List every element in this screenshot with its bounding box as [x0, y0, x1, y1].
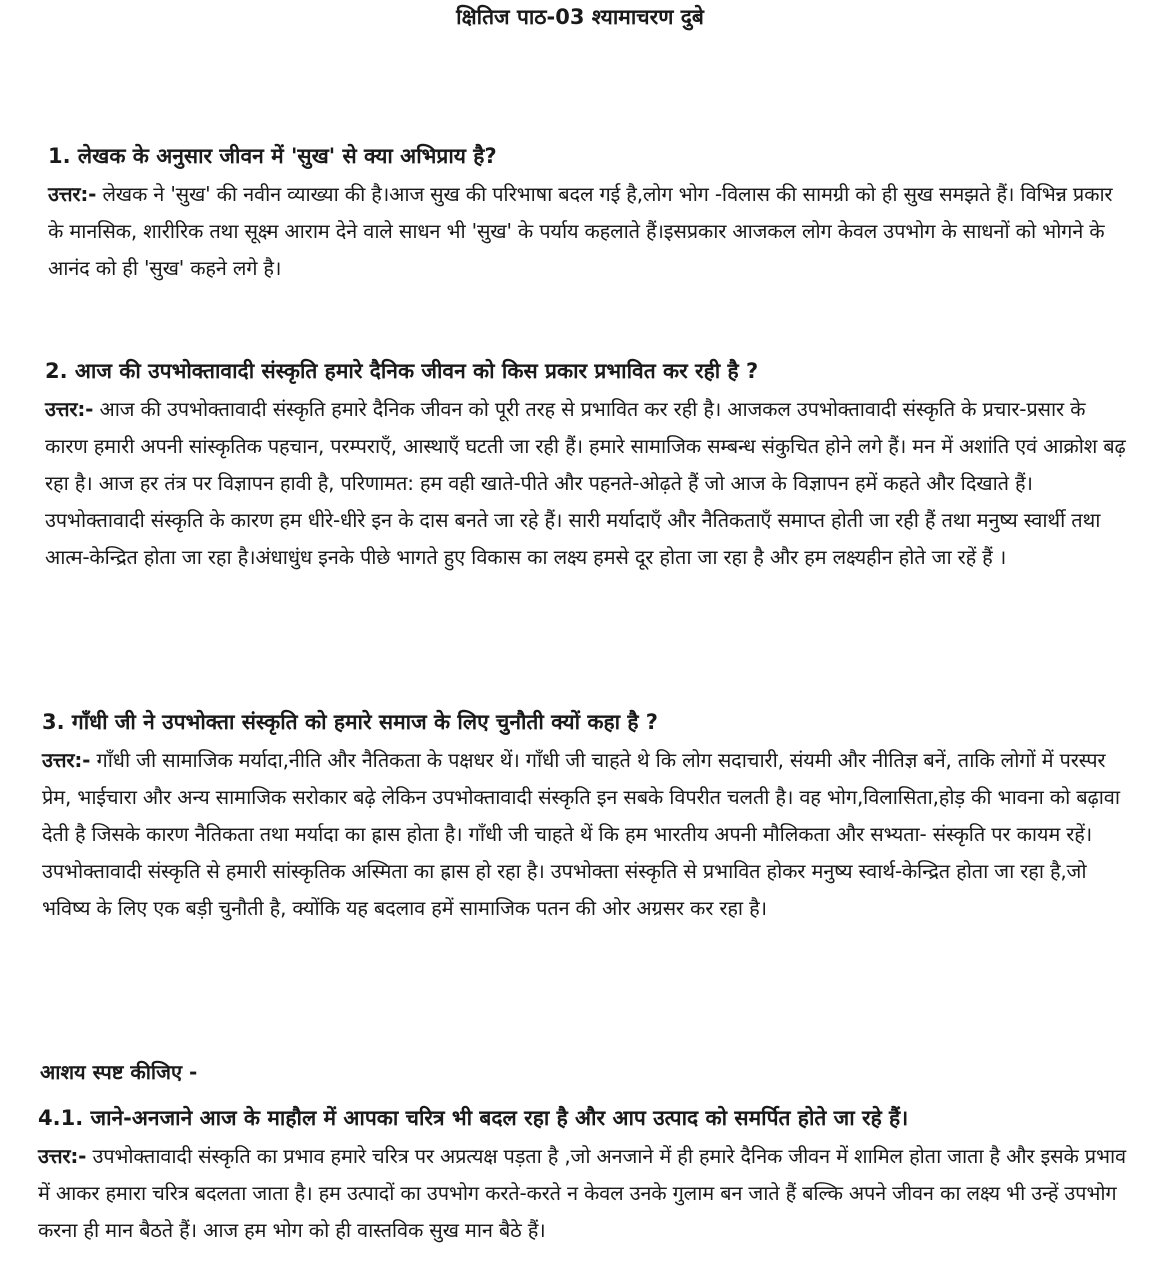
answer-label: उत्तर:-: [42, 748, 91, 772]
answer-4-1: [0, 1138, 1160, 1249]
answer-label: उत्तर:-: [38, 1144, 87, 1168]
answer-text: गाँधी जी सामाजिक मर्यादा,नीति और नैतिकता के पक्षधर थें। गाँधी जी चाहते थे कि लोग सदाचारी, संयमी और नीतिज्ञ बनें, ताकि लोगों में परस्पर प्रेम, भाईचारा और अन्य सामाजिक सरोकार बढ़े लेकिन उपभोक्तावादी संस्कृति इन सबके विपरीत चलती है। वह भोग,विलासिता,होड़ की भावना को बढ़ावा देती है जिसके कारण नैतिकता तथा मर्यादा का ह्रास होता है। गाँधी जी चाहते थें कि हम भारतीय अपनी मौलिकता और सभ्यता- संस्कृति पर कायम रहें। उपभोक्तावादी संस्कृति से हमारी सांस्कृतिक अस्मिता का ह्रास हो रहा है। उपभोक्ता संस्कृति से प्रभावित होकर मनुष्य स्वार्थ-केन्द्रित होता जा रहा है,जो भविष्य के लिए एक बड़ी चुनौती है, क्योंकि यह बदलाव हमें सामाजिक पतन की ओर अग्रसर कर रहा है।: [42, 748, 1120, 920]
qa-item-1: [0, 136, 1160, 287]
question-1: 1. लेखक के अनुसार जीवन में 'सुख' से क्या अभिप्राय है?: [48, 144, 497, 168]
answer-3: [0, 742, 1160, 927]
answer-text: लेखक ने 'सुख' की नवीन व्याख्या की है।आज सुख की परिभाषा बदल गई है,लोग भोग -विलास की सामग्री को ही सुख समझते हैं। विभिन्न प्रकार के मानसिक, शारीरिक तथा सूक्ष्म आराम देने वाले साधन भी 'सुख' के पर्याय कहलाते हैं।इसप्रकार आजकल लोग केवल उपभोग के साधनों को भोगने के आनंद को ही 'सुख' कहने लगे है।: [48, 182, 1113, 280]
answer-2: [0, 391, 1160, 576]
answer-text: आज की उपभोक्तावादी संस्कृति हमारे दैनिक जीवन को पूरी तरह से प्रभावित कर रही है। आजकल उपभोक्तावादी संस्कृति के प्रचार-प्रसार के कारण हमारी अपनी सांस्कृतिक पहचान, परम्पराएँ, आस्थाएँ घटती जा रही हैं। हमारे सामाजिक सम्बन्ध संकुचित होने लगे हैं। मन में अशांति एवं आक्रोश बढ़ रहा है। आज हर तंत्र पर विज्ञापन हावी है, परिणामत: हम वही खाते-पीते और पहनते-ओढ़ते हैं जो आज के विज्ञापन हमें कहते और दिखाते हैं। उपभोक्तावादी संस्कृति के कारण हम धीरे-धीरे इन के दास बनते जा रहे हैं। सारी मर्यादाएँ और नैतिकताएँ समाप्त होती जा रही हैं तथा मनुष्य स्वार्थी तथा आत्म-केन्द्रित होता जा रहा है।अंधाधुंध इनके पीछे भागते हुए विकास का लक्ष्य हमसे दूर होता जा रहा है और हम लक्ष्यहीन होते जा रहें हैं ।: [45, 397, 1126, 569]
question-3: 3. गाँधी जी ने उपभोक्ता संस्कृति को हमारे समाज के लिए चुनौती क्यों कहा है ?: [42, 710, 658, 734]
question-2: 2. आज की उपभोक्तावादी संस्कृति हमारे दैनिक जीवन को किस प्रकार प्रभावित कर रही है ?: [45, 359, 759, 383]
answer-1: [0, 176, 1160, 287]
qa-item-3: [0, 702, 1160, 927]
qa-item-2: [0, 351, 1160, 576]
section-heading: आशय स्पष्ट कीजिए -: [40, 1060, 198, 1084]
answer-label: उत्तर:-: [45, 397, 94, 421]
answer-label: उत्तर:-: [48, 182, 97, 206]
answer-text: उपभोक्तावादी संस्कृति का प्रभाव हमारे चरित्र पर अप्रत्यक्ष पड़ता है ,जो अनजाने में ही हमारे दैनिक जीवन में शामिल होता जाता है और इसके प्रभाव में आकर हमारा चरित्र बदलता जाता है। हम उत्पादों का उपभोग करते-करते न केवल उनके गुलाम बन जाते हैं बल्कि अपने जीवन का लक्ष्य भी उन्हें उपभोग करना ही मान बैठते हैं। आज हम भोग को ही वास्तविक सुख मान बैठे हैं।: [38, 1144, 1126, 1242]
question-4-1: 4.1. जाने-अनजाने आज के माहौल में आपका चरित्र भी बदल रहा है और आप उत्पाद को समर्पित होते जा रहे हैं।: [38, 1106, 909, 1130]
qa-item-4-1: [0, 1098, 1160, 1249]
page-title: क्षितिज पाठ-03 श्यामाचरण दुबे: [456, 5, 704, 29]
